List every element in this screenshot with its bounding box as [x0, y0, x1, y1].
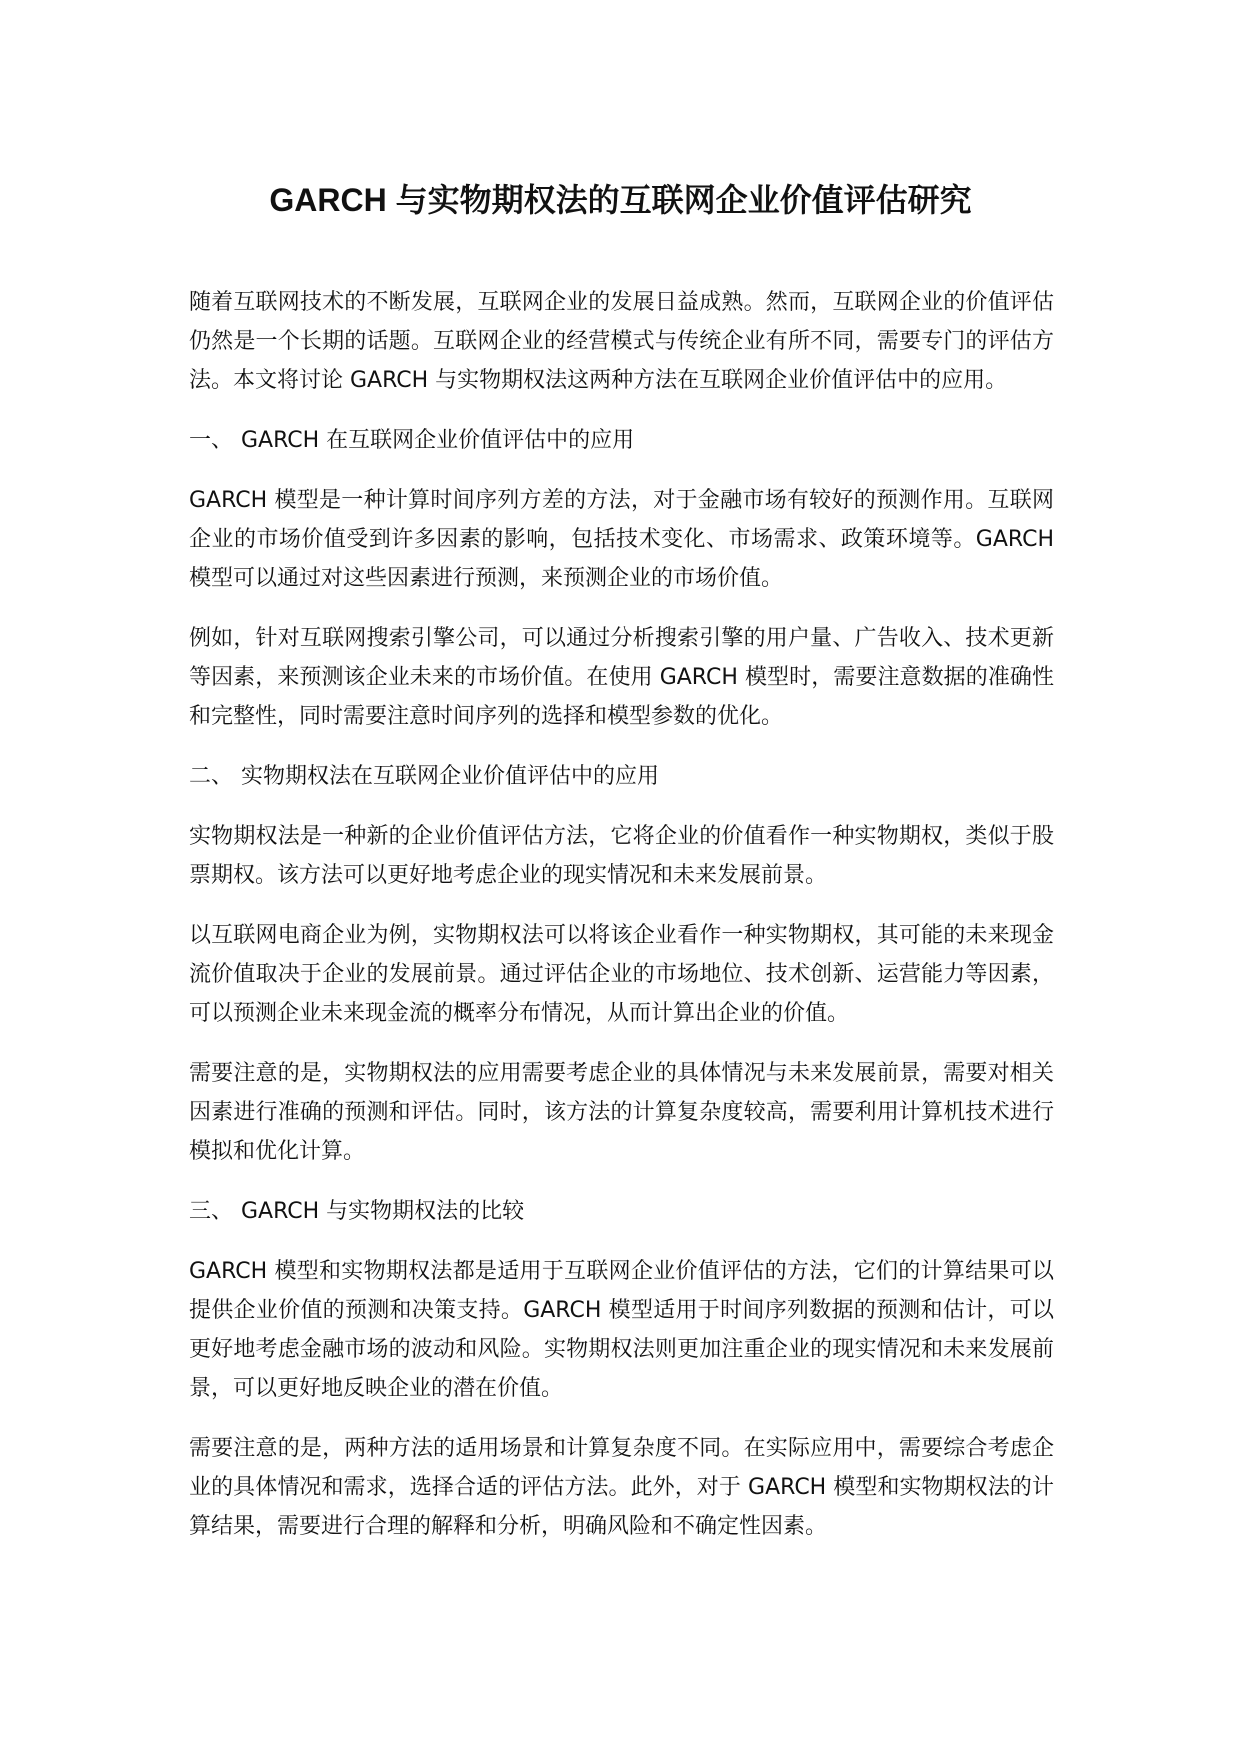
section-title: 实物期权法在互联网企业价值评估中的应用	[241, 764, 660, 789]
document-title: GARCH 与实物期权法的互联网企业价值评估研究	[269, 182, 972, 218]
section-1-paragraph-2: 例如，针对互联网搜索引擎公司，可以通过分析搜索引擎的用户量、广告收入、技术更新等因素，来预测该企业未来的市场价值。在使用 GARCH 模型时，需要注意数据的准确性和完整性，同时需要注意时间序列的选择和模型参数的优化。	[189, 626, 1054, 729]
section-heading-3	[189, 1192, 1054, 1231]
section-heading-2	[189, 757, 1054, 796]
section-number: 三、	[189, 1199, 234, 1224]
section-heading-1	[189, 421, 1054, 460]
section-1-paragraph-1: GARCH 模型是一种计算时间序列方差的方法，对于金融市场有较好的预测作用。互联网企业的市场价值受到许多因素的影响，包括技术变化、市场需求、政策环境等。GARCH 模型可以通过对这些因素进行预测，来预测企业的市场价值。	[189, 488, 1054, 591]
section-2-paragraph-2: 以互联网电商企业为例，实物期权法可以将该企业看作一种实物期权，其可能的未来现金流价值取决于企业的发展前景。通过评估企业的市场地位、技术创新、运营能力等因素，可以预测企业未来现金流的概率分布情况，从而计算出企业的价值。	[189, 923, 1054, 1026]
section-number: 二、	[189, 764, 234, 789]
section-2-paragraph-3: 需要注意的是，实物期权法的应用需要考虑企业的具体情况与未来发展前景，需要对相关因素进行准确的预测和评估。同时，该方法的计算复杂度较高，需要利用计算机技术进行模拟和优化计算。	[189, 1061, 1054, 1164]
section-2-paragraph-1: 实物期权法是一种新的企业价值评估方法，它将企业的价值看作一种实物期权，类似于股票期权。该方法可以更好地考虑企业的现实情况和未来发展前景。	[189, 824, 1054, 888]
document-body	[189, 283, 1054, 1567]
section-title: GARCH 与实物期权法的比较	[241, 1199, 525, 1224]
intro-paragraph: 随着互联网技术的不断发展，互联网企业的发展日益成熟。然而，互联网企业的价值评估仍然是一个长期的话题。互联网企业的经营模式与传统企业有所不同，需要专门的评估方法。本文将讨论 GARCH 与实物期权法这两种方法在互联网企业价值评估中的应用。	[189, 290, 1054, 393]
section-number: 一、	[189, 428, 234, 453]
section-3-paragraph-2: 需要注意的是，两种方法的适用场景和计算复杂度不同。在实际应用中，需要综合考虑企业的具体情况和需求，选择合适的评估方法。此外，对于 GARCH 模型和实物期权法的计算结果，需要进行合理的解释和分析，明确风险和不确定性因素。	[189, 1436, 1054, 1539]
section-3-paragraph-1: GARCH 模型和实物期权法都是适用于互联网企业价值评估的方法，它们的计算结果可以提供企业价值的预测和决策支持。GARCH 模型适用于时间序列数据的预测和估计，可以更好地考虑金融市场的波动和风险。实物期权法则更加注重企业的现实情况和未来发展前景，可以更好地反映企业的潜在价值。	[189, 1259, 1054, 1401]
section-title: GARCH 在互联网企业价值评估中的应用	[241, 428, 635, 453]
